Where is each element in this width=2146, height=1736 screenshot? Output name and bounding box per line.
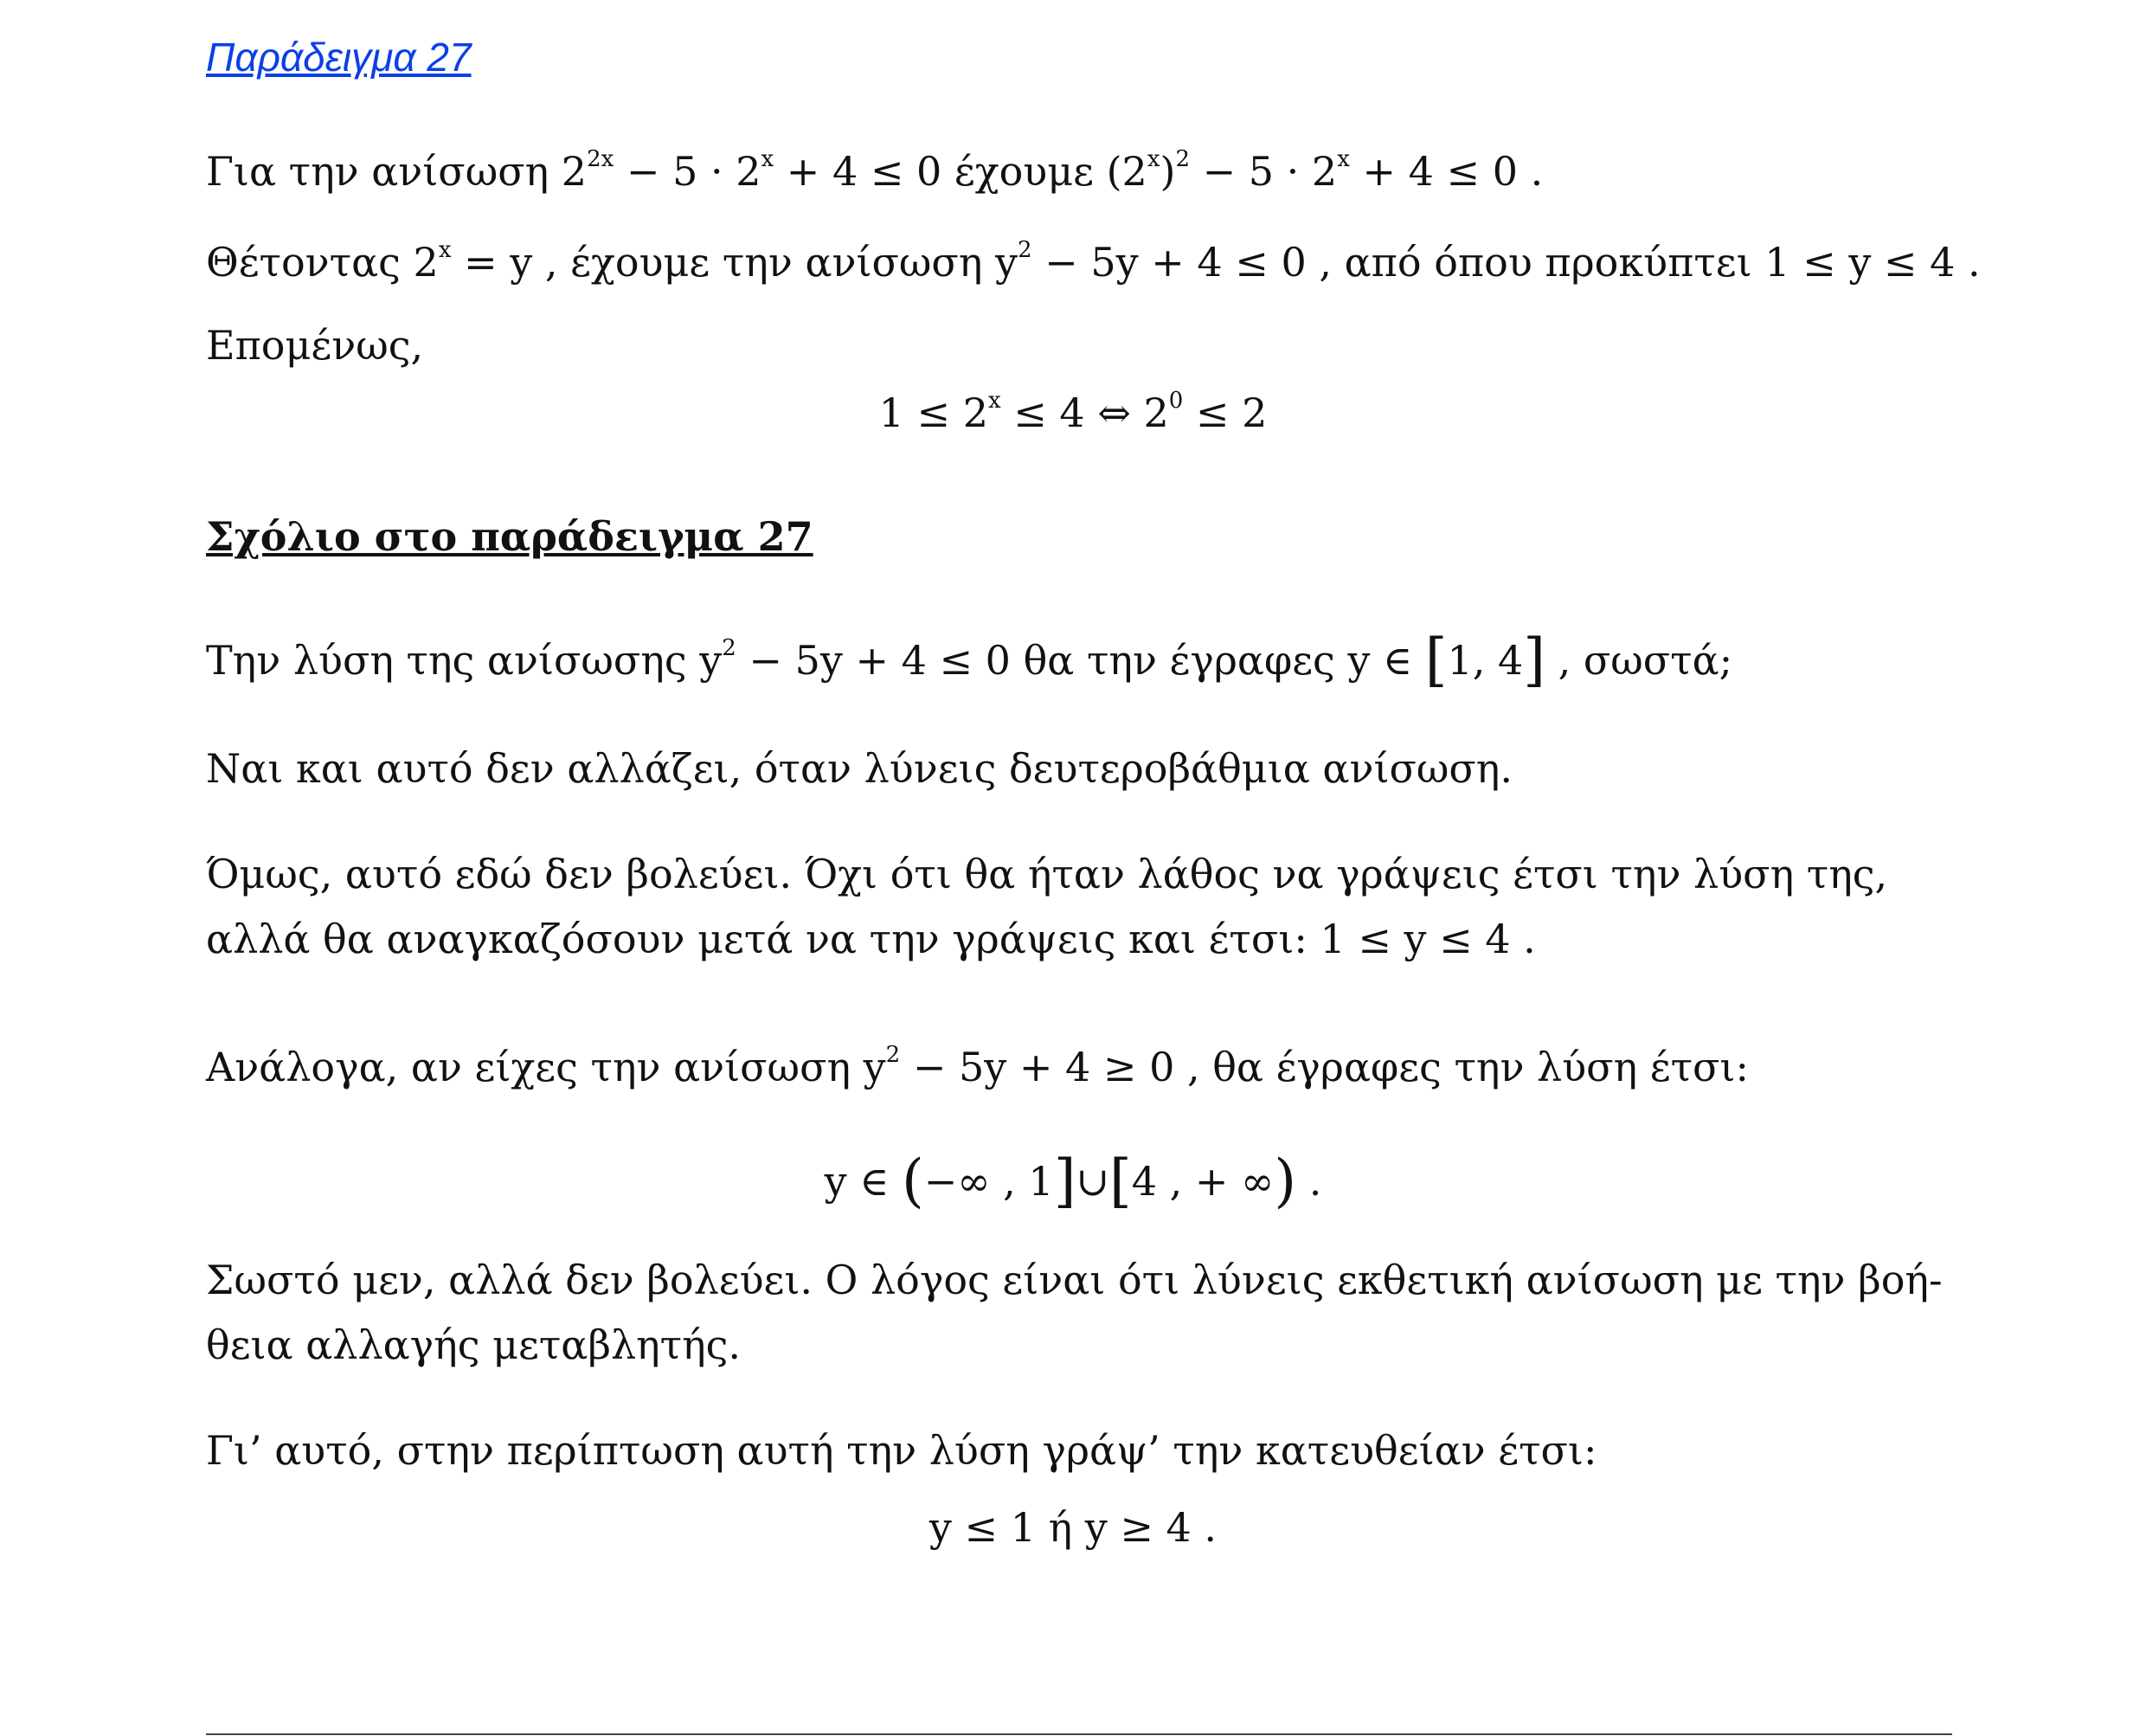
comment-heading: Σχόλιο στο παράδειγμα 27: [206, 513, 813, 560]
math: $(2^x)^2 - 5 \cdot 2^x + 4 \le 0$ .: [1106, 146, 1544, 195]
paragraph-however-1: Όμως, αυτό εδώ δεν βολεύει. Όχι ότι θα ήταν λάθος να γράψεις έτσι την λύση της,: [206, 851, 1888, 897]
paragraph-answer: Ναι και αυτό δεν αλλάζει, όταν λύνεις δευτεροβάθμια ανίσωση.: [206, 745, 1513, 792]
paragraph-however-2: αλλά θα αναγκαζόσουν μετά να την γράψεις και έτσι: 1 ≤ y ≤ 4 .: [206, 916, 1536, 962]
horizontal-rule: [206, 1733, 1952, 1735]
paragraph-inequality-intro: [206, 145, 1543, 197]
example-title-link[interactable]: Παράδειγμα 27: [206, 35, 472, 80]
paragraph-question: Την λύση της ανίσωσης $y^2 - 5y + 4 \le 0$ θα την έγραφες y ∈ [1, 4] , σωστά;: [206, 627, 1733, 693]
math: $2^{2x} - 5 \cdot 2^x + 4 \le 0$: [561, 146, 942, 195]
paragraph-analogous: Ανάλογα, αν είχες την ανίσωση $y^2 - 5y + 4 \ge 0$ , θα έγραφες την λύση έτσι:: [206, 1042, 1749, 1090]
paragraph-therefore: Επομένως,: [206, 322, 424, 369]
equation-union-interval: y ∈ (−∞ , 1]∪[4 , + ∞) .: [824, 1148, 1322, 1214]
paragraph-correct-but-2: θεια αλλαγής μεταβλητής.: [206, 1321, 742, 1368]
text: Για την ανίσωση: [206, 148, 562, 195]
paragraph-correct-but-1: Σωστό μεν, αλλά δεν βολεύει. Ο λόγος είναι ότι λύνεις εκθετική ανίσωση με την βοή-: [206, 1257, 1943, 1303]
equation-solution: $1 \le 2^x \le 4$ ⇔ $2^0 \le 2$: [878, 388, 1268, 436]
text: έχουμε: [941, 148, 1107, 195]
equation-final: y ≤ 1 ή y ≥ 4 .: [928, 1504, 1218, 1551]
paragraph-therefore-write: Γι’ αυτό, στην περίπτωση αυτή την λύση γράψ’ την κατευθείαν έτσι:: [206, 1427, 1597, 1474]
paragraph-substitution: Θέτοντας $2^x = y$ , έχουμε την ανίσωση $y^2 - 5y + 4 \le 0$ , από όπου προκύπτει 1 ≤ y ≤ 4 .: [206, 237, 1981, 286]
